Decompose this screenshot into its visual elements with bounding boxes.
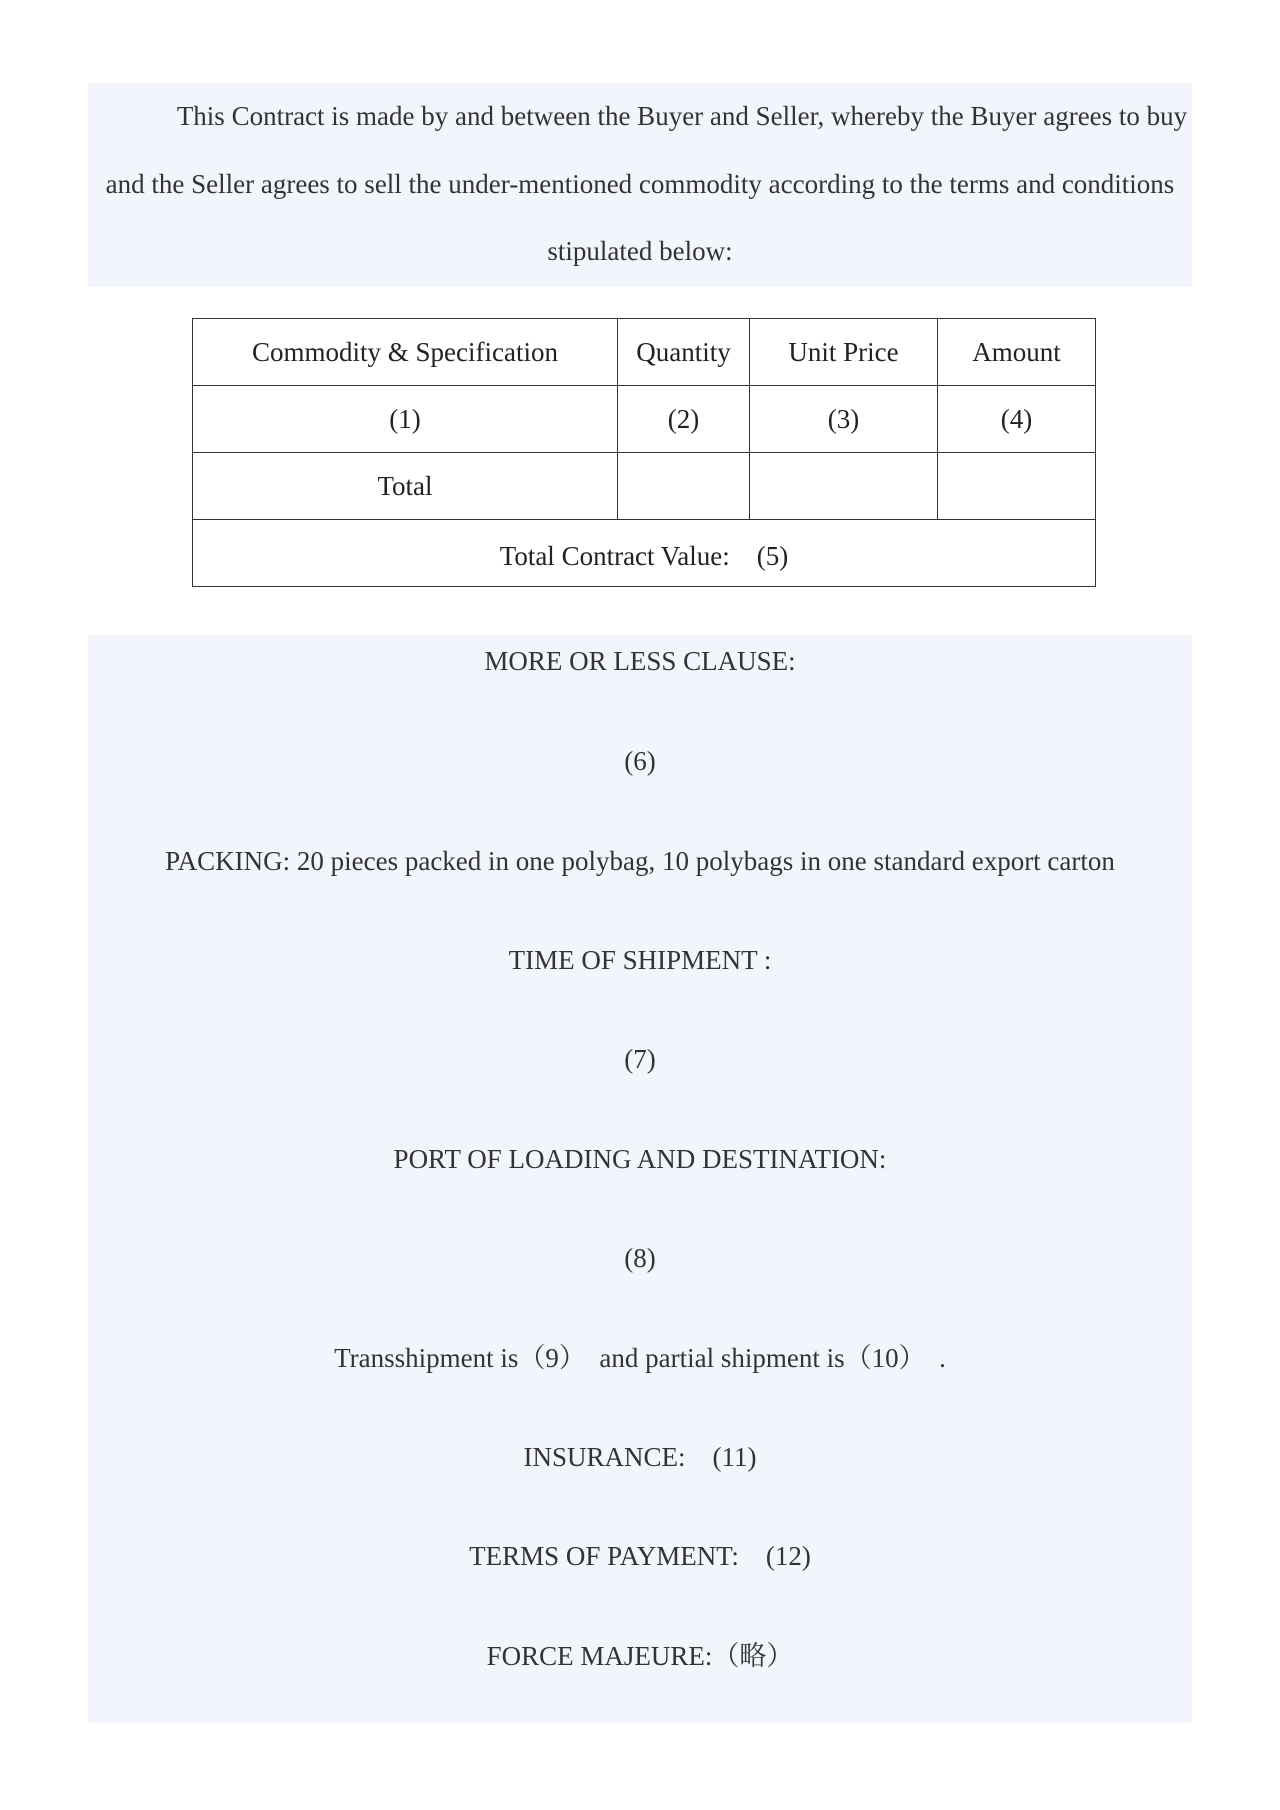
contract-value-row [193,520,1096,587]
header-amount: Amount [938,319,1096,386]
total-unit-price [750,453,938,520]
payment-clause: TERMS OF PAYMENT: (12) [469,1541,811,1571]
cell-unit-price: (3) [750,386,938,453]
total-contract-value: Total Contract Value: (5) [193,520,1096,587]
force-majeure-clause: FORCE MAJEURE:（略） [486,1641,794,1671]
shipment-value: (7) [624,1044,656,1074]
more-or-less-value: (6) [624,746,656,776]
transshipment-clause: Transshipment is（9） and partial shipment is（10） . [334,1343,946,1373]
table-row [193,386,1096,453]
total-row [193,453,1096,520]
header-unit-price: Unit Price [750,319,938,386]
table-header-row [193,319,1096,386]
port-value: (8) [624,1243,656,1273]
cell-quantity: (2) [618,386,750,453]
header-quantity: Quantity [618,319,750,386]
total-quantity [618,453,750,520]
insurance-clause: INSURANCE: (11) [523,1442,757,1472]
intro-section [88,83,1192,287]
more-or-less-title: MORE OR LESS CLAUSE: [484,646,796,676]
shipment-title: TIME OF SHIPMENT : [508,945,772,975]
total-label: Total [193,453,618,520]
intro-paragraph: This Contract is made by and between the Buyer and Seller, whereby the Buyer agrees to buy and the Seller agrees to sell the under-mentioned commodity according to the terms and conditions stipulated below: [105,101,1188,266]
cell-amount: (4) [938,386,1096,453]
port-title: PORT OF LOADING AND DESTINATION: [393,1144,887,1174]
total-amount [938,453,1096,520]
packing-clause: PACKING: 20 pieces packed in one polybag, 10 polybags in one standard export carton [165,846,1115,876]
header-commodity: Commodity & Specification [193,319,618,386]
commodity-table [192,318,1096,587]
clauses-section [88,635,1192,1723]
cell-commodity: (1) [193,386,618,453]
